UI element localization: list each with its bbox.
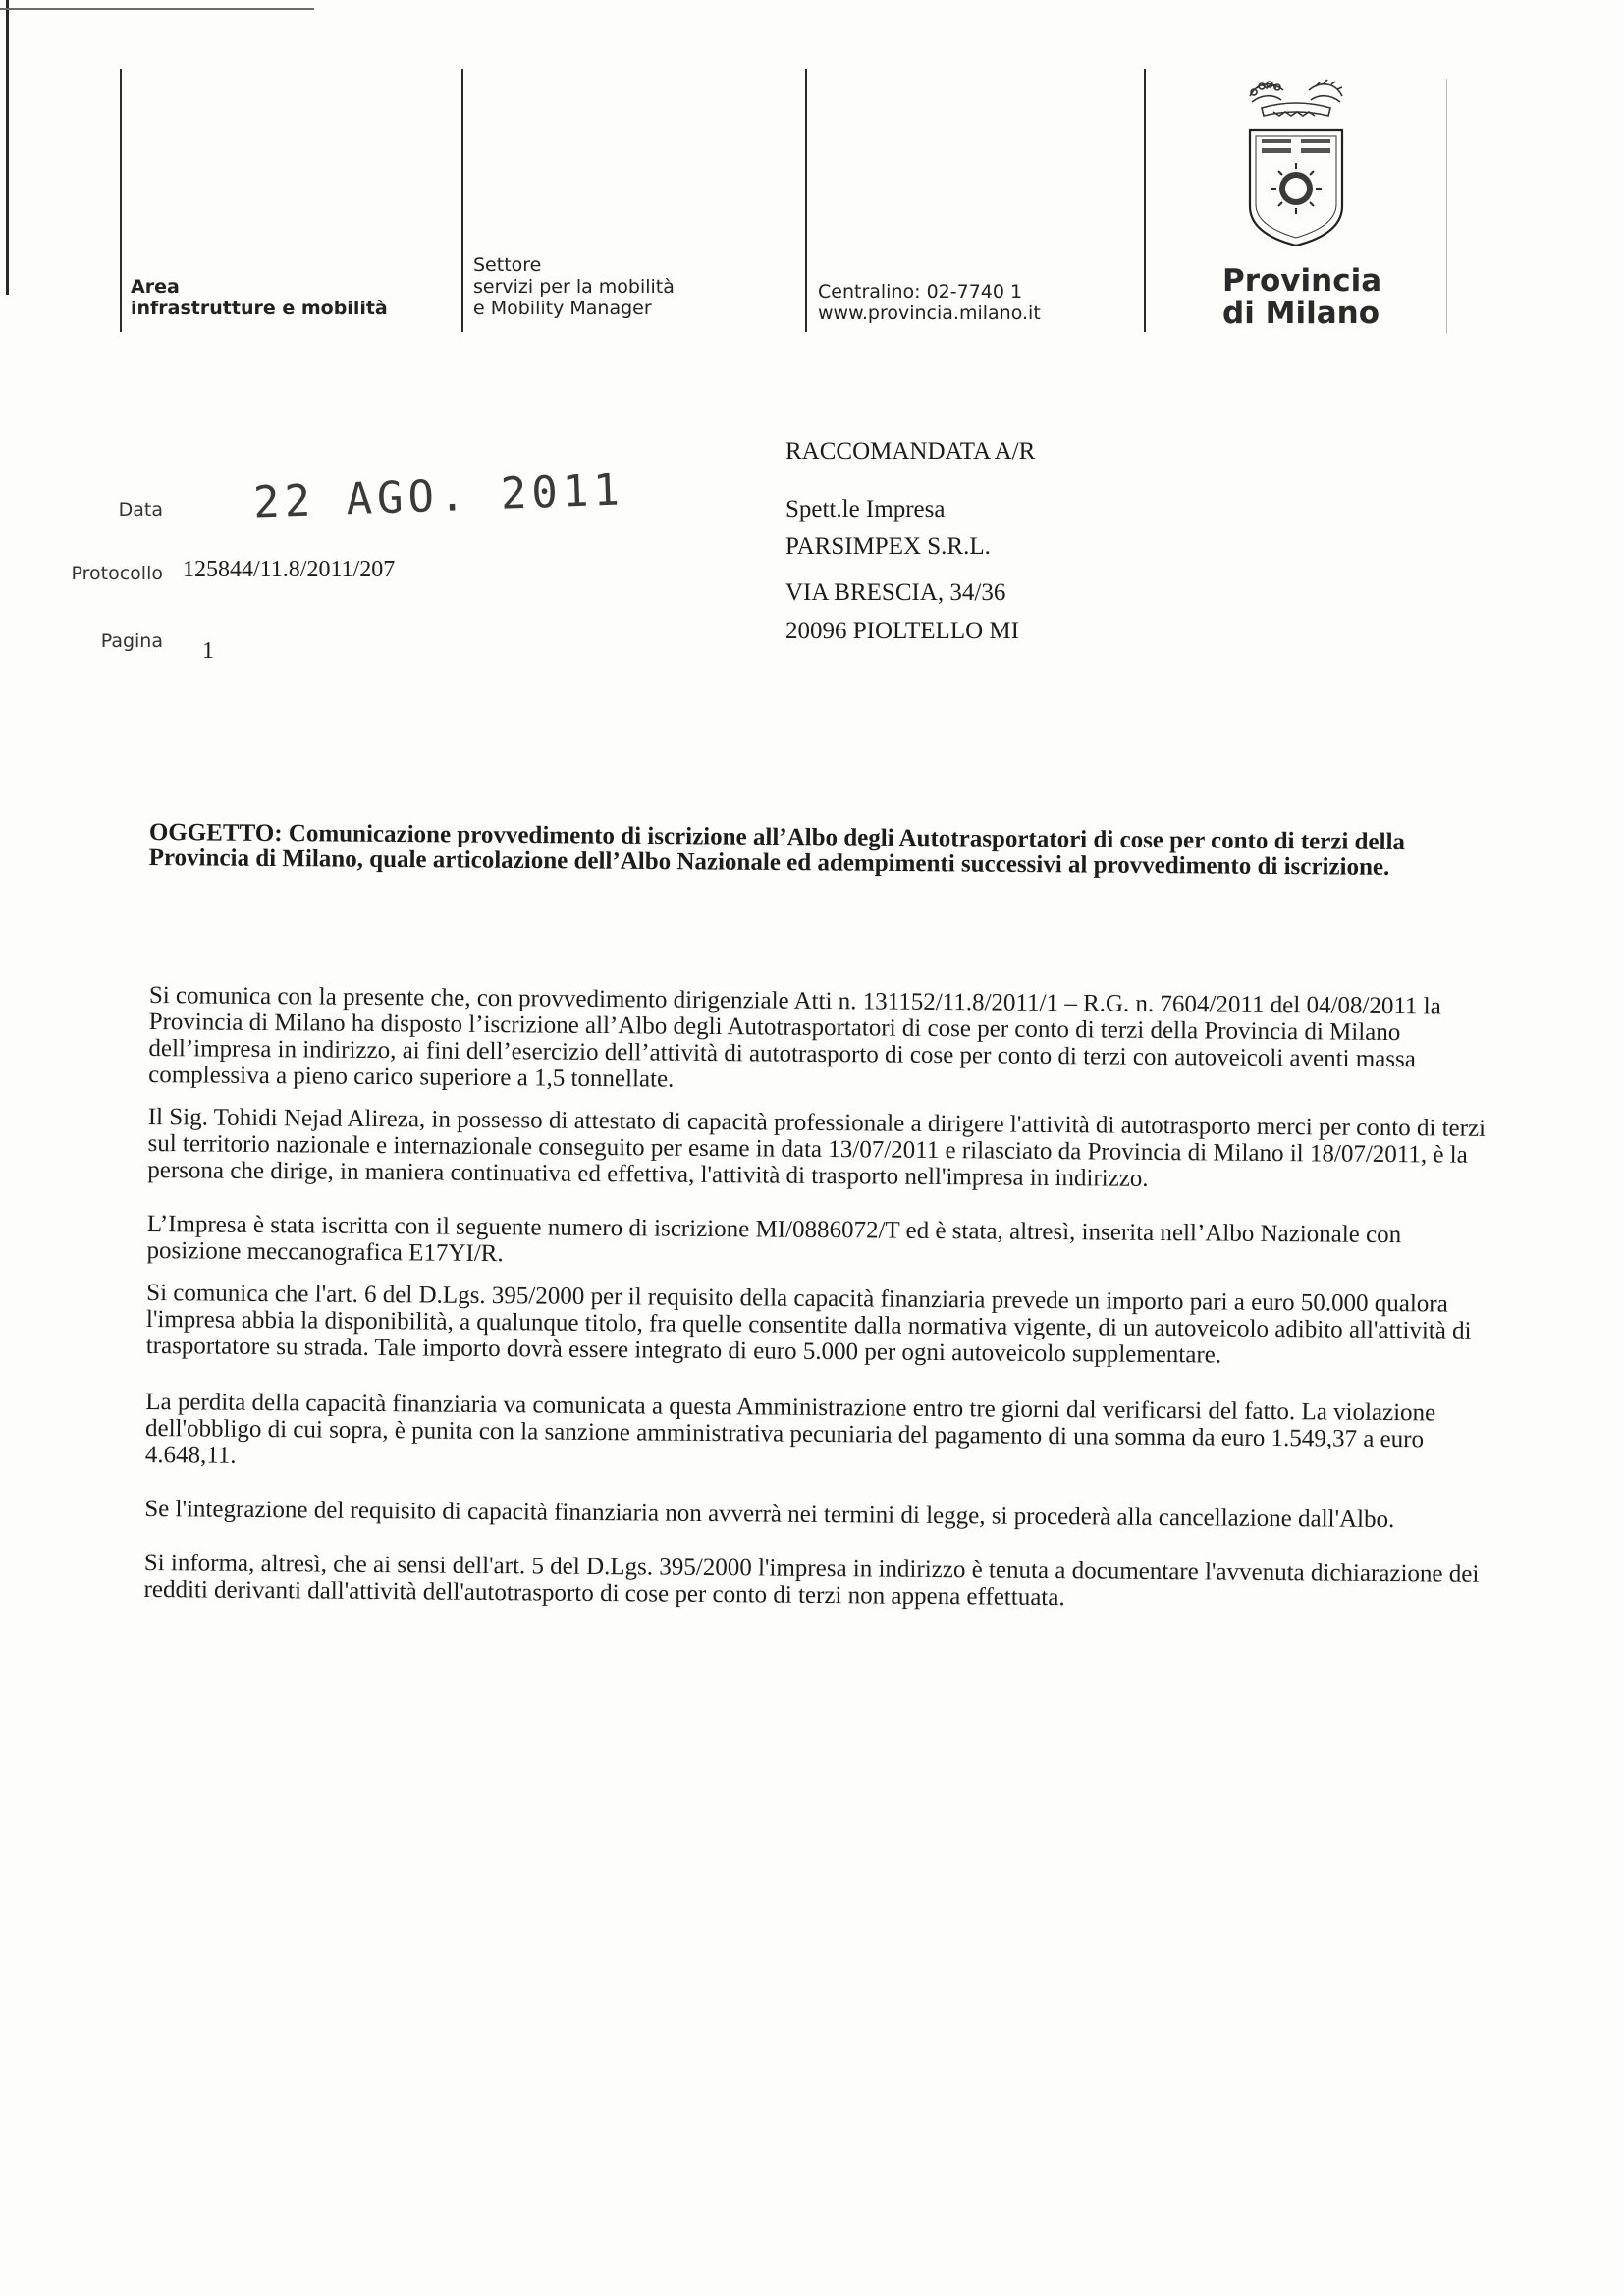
paragraph-dichiarazione-redditi: Si informa, altresì, che ai sensi dell'art. 5 del D.Lgs. 395/2000 l'impresa in indirizzo è tenuta a documentare l'avvenuta dichiarazione dei redditi derivanti dall'attività dell'autotrasporto di cose per conto di terzi non appena effettuata. <box>143 1549 1480 1612</box>
area-label: Area <box>131 276 180 298</box>
scan-edge-right <box>1446 79 1447 334</box>
paragraph-cancellazione: Se l'integrazione del requisito di capacità finanziaria non avverrà nei termini di legge, si procederà alla cancellazione dall'Albo. <box>144 1495 1395 1534</box>
pagina-value: 1 <box>202 638 214 664</box>
letter-body <box>143 982 1493 1614</box>
website-url: www.provincia.milano.it <box>818 302 1041 324</box>
area-name: infrastrutture e mobilità <box>131 298 388 319</box>
provincia-name <box>1222 265 1380 330</box>
header-divider <box>1144 69 1146 332</box>
provincia-line2: di Milano <box>1222 296 1380 331</box>
paragraph-iscrizione: Si comunica con la presente che, con provvedimento dirigenziale Atti n. 131152/11.8/2011/1 – R.G. n. 7604/2011 del 04/08/2011 la Provincia di Milano ha disposto l’iscrizione all’Albo degli Autotrasportatori di cose per conto di terzi della Provincia di Milano dell’impresa in indirizzo, ai fini dell’esercizio dell’attività di autotrasporto di cose per conto di terzi con autoveicoli aventi massa complessiva a pieno carico superiore a 1,5 tonnellate. <box>148 982 1441 1093</box>
pagina-label: Pagina <box>100 630 163 652</box>
provincia-line1: Provincia <box>1222 263 1382 299</box>
recipient-city: 20096 PIOLTELLO MI <box>785 618 1019 644</box>
paragraph-perdita-capacita: La perdita della capacità finanziaria va comunicata a questa Amministrazione entro tre giorni dal verificarsi del fatto. La violazione dell'obbligo di cui sopra, è punita con la sanzione amministrativa pecuniaria del pagamento di una somma da euro 1.549,37 a euro 4.648,11. <box>144 1388 1436 1469</box>
date-stamp: 22 AGO. 2011 <box>252 465 625 528</box>
scan-edge-top <box>0 8 314 10</box>
protocollo-label: Protocollo <box>71 563 163 584</box>
data-label: Data <box>118 499 163 520</box>
settore-line1: servizi per la mobilità <box>473 276 675 298</box>
recipient-company: PARSIMPEX S.R.L. <box>785 533 991 560</box>
recipient-street: VIA BRESCIA, 34/36 <box>785 579 1006 606</box>
centralino-number: Centralino: 02-7740 1 <box>818 281 1023 302</box>
protocollo-value: 125844/11.8/2011/207 <box>183 557 396 582</box>
settore-label: Settore <box>473 254 542 276</box>
header-divider <box>805 69 807 332</box>
recipient-delivery-type: RACCOMANDATA A/R <box>785 438 1036 465</box>
paragraph-responsabile: Il Sig. Tohidi Nejad Alireza, in possesso di attestato di capacità professionale a dirigere l'attività di autotrasporto merci per conto di terzi sul territorio nazionale e internazionale conseguito per esame in data 13/07/2011 e rilasciato da Provincia di Milano il 18/07/2011, è la persona che dirige, in maniera continuativa ed effettiva, l'attività di trasporto nell'impresa in indirizzo. <box>147 1103 1487 1192</box>
paragraph-capacita-finanziaria: Si comunica che l'art. 6 del D.Lgs. 395/2000 per il requisito della capacità finanziaria prevede un importo pari a euro 50.000 qualora l'impresa abbia la disponibilità, a qualunque titolo, fra quelle consentite dalla normativa vigente, di un autoveicolo adibito all'attività di trasportatore su strada. Tale importo dovrà essere integrato di euro 5.000 per ogni autoveicolo supplementare. <box>145 1279 1472 1369</box>
letter-subject: OGGETTO: Comunicazione provvedimento di iscrizione all’Albo degli Autotrasportatori di cose per conto di terzi della Provincia di Milano, quale articolazione dell’Albo Nazionale ed adempimenti successivi al provvedimento di iscrizione. <box>148 819 1406 881</box>
header-divider <box>461 69 463 332</box>
header-divider <box>120 69 122 332</box>
paragraph-numero-iscrizione: L’Impresa è stata iscritta con il seguente numero di iscrizione MI/0886072/T ed è stata, altresì, inserita nell’Albo Nazionale con posizione meccanografica E17YI/R. <box>146 1210 1402 1268</box>
provincia-coat-of-arms <box>1222 69 1370 255</box>
settore-line2: e Mobility Manager <box>473 298 652 319</box>
coat-of-arms-icon <box>1222 69 1370 255</box>
scan-edge <box>6 0 9 295</box>
recipient-line1: Spett.le Impresa <box>785 496 946 522</box>
